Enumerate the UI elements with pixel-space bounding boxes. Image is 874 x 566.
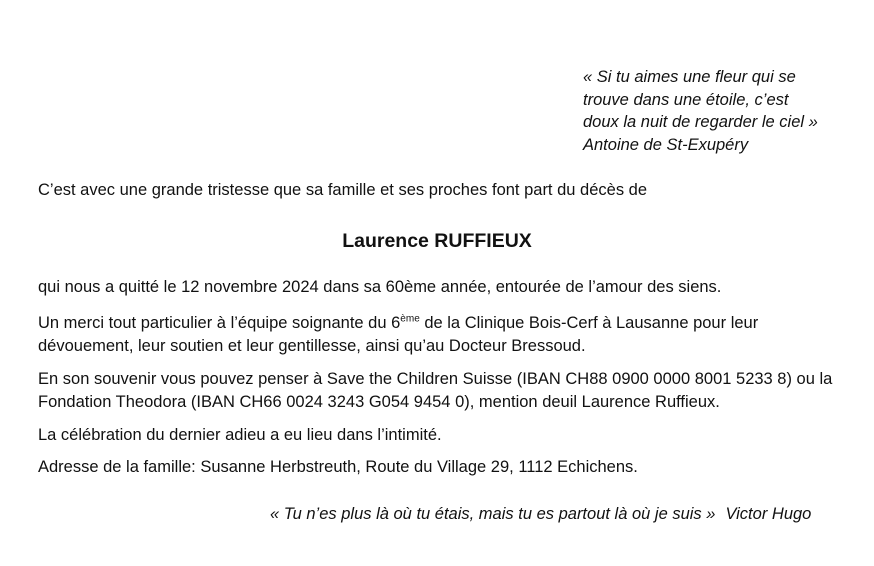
epigraph-line: doux la nuit de regarder le ciel » — [583, 113, 818, 131]
closing-quote-text: « Tu n’es plus là où tu étais, mais tu es partout là où je suis » — [270, 505, 716, 523]
deceased-name: Laurence RUFFIEUX — [342, 230, 532, 252]
thanks-line-2: dévouement, leur soutien et leur gentillesse, ainsi qu’au Docteur Bressoud. — [38, 336, 586, 355]
passing-text: qui nous a quitté le 12 novembre 2024 dans sa 60ème année, entourée de l’amour des siens. — [38, 278, 722, 296]
donation-line-1: En son souvenir vous pouvez penser à Save the Children Suisse (IBAN CH88 0900 0000 8001 5233 8) ou la — [38, 370, 833, 388]
epigraph — [583, 66, 818, 156]
thanks-paragraph — [38, 312, 838, 357]
donation-paragraph — [38, 368, 838, 413]
epigraph-line: « Si tu aimes une fleur qui se — [583, 68, 796, 86]
thanks-line-1-end: de la Clinique Bois-Cerf à Lausanne pour leur — [419, 314, 759, 332]
epigraph-author: Antoine de St-Exupéry — [583, 135, 749, 154]
ordinal-suffix: ème — [400, 313, 420, 325]
thanks-line-1-start: Un merci tout particulier à l’équipe soignante du 6 — [38, 314, 401, 332]
closing-quote — [270, 503, 811, 526]
family-address: Adresse de la famille: Susanne Herbstreuth, Route du Village 29, 1112 Echichens. — [38, 458, 638, 476]
closing-quote-author: Victor Hugo — [725, 505, 812, 523]
donation-line-2: Fondation Theodora (IBAN CH66 0024 3243 G054 9454 0), mention deuil Laurence Ruffieux. — [38, 392, 720, 411]
ceremony-text: La célébration du dernier adieu a eu lieu dans l’intimité. — [38, 426, 442, 444]
intro-text: C’est avec une grande tristesse que sa famille et ses proches font part du décès de — [38, 181, 648, 199]
epigraph-line: trouve dans une étoile, c’est — [583, 90, 789, 109]
thanks-line-1 — [38, 312, 838, 335]
